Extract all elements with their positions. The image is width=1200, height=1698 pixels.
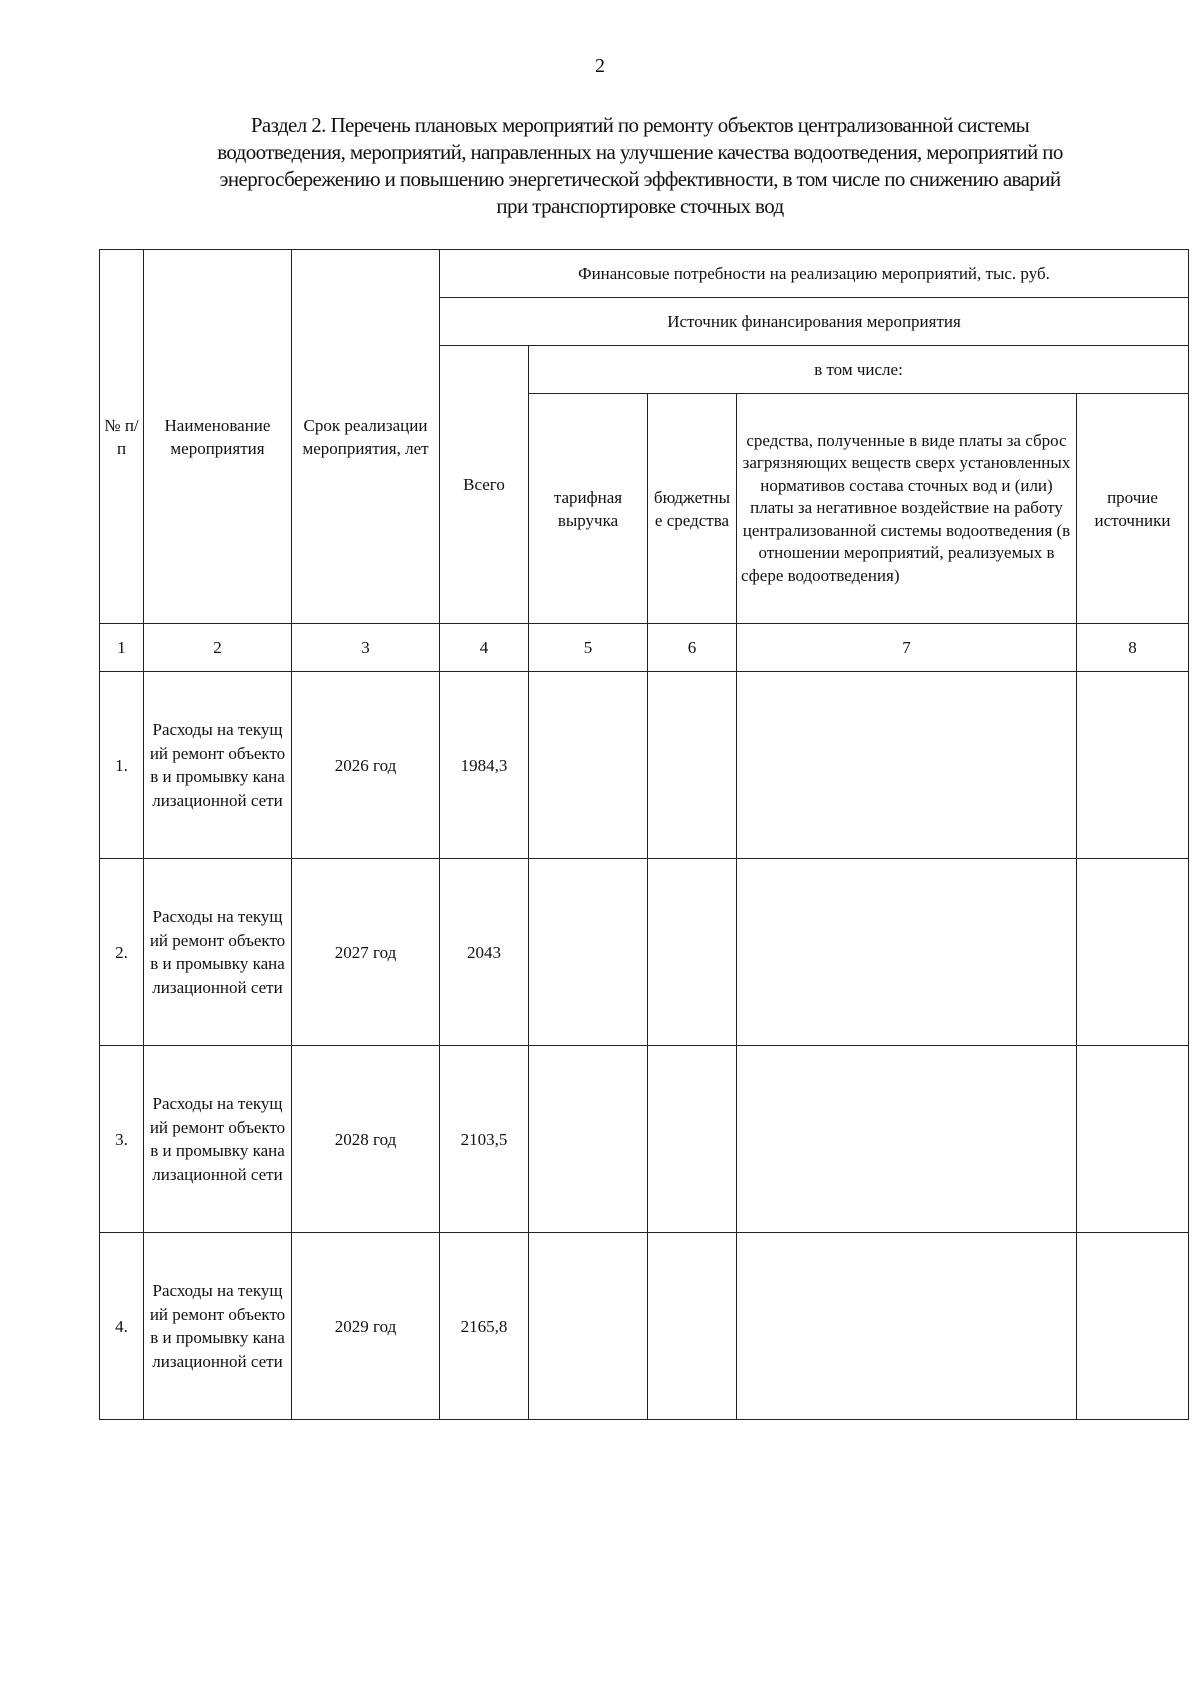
table-row (100, 1233, 1189, 1420)
column-number: 1 (100, 624, 144, 672)
row-tariff (529, 672, 648, 859)
column-number: 7 (737, 624, 1077, 672)
heading-line: Раздел 2. Перечень плановых мероприятий по ремонту объектов централизованной системы (250, 113, 1030, 137)
column-number: 6 (648, 624, 737, 672)
header-cell-tariff: тарифная выручка (529, 394, 648, 624)
header-cell-total: Всего (440, 346, 529, 624)
header-cell-including: в том числе: (529, 346, 1189, 394)
column-number: 8 (1077, 624, 1189, 672)
row-term: 2027 год (292, 859, 440, 1046)
header-cell-term: Срок реализации мероприятия, лет (292, 250, 440, 624)
row-term: 2029 год (292, 1233, 440, 1420)
heading-line: водоотведения, мероприятий, направленных на улучшение качества водоотведения, мероприятий по (217, 140, 1063, 164)
row-fees (737, 1233, 1077, 1420)
column-number: 5 (529, 624, 648, 672)
row-total: 2103,5 (440, 1046, 529, 1233)
row-other (1077, 1046, 1189, 1233)
row-fees (737, 859, 1077, 1046)
row-total: 2043 (440, 859, 529, 1046)
row-name: Расходы на текущий ремонт объектов и промывку канализационной сети (144, 859, 292, 1046)
row-num: 4. (100, 1233, 144, 1420)
row-num: 2. (100, 859, 144, 1046)
header-cell-budget: бюджетные средства (648, 394, 737, 624)
header-cell-other: прочие источники (1077, 394, 1189, 624)
page-number: 2 (595, 55, 605, 77)
row-num: 1. (100, 672, 144, 859)
table-row (100, 859, 1189, 1046)
header-cell-fees: средства, полученные в виде платы за сброс загрязняющих веществ сверх установленных нормативов состава сточных вод и (или) платы за негативное воздействие на работу централизованной системы водоотведения (в отношении мероприятий, реализуемых в сфере водоотведения) (737, 394, 1077, 624)
table-row (100, 1046, 1189, 1233)
row-total: 2165,8 (440, 1233, 529, 1420)
row-total: 1984,3 (440, 672, 529, 859)
heading-line: энергосбережению и повышению энергетической эффективности, в том числе по снижению аварий (219, 167, 1061, 191)
table-row (100, 672, 1189, 859)
row-tariff (529, 859, 648, 1046)
row-other (1077, 859, 1189, 1046)
header-cell-financial-needs: Финансовые потребности на реализацию мероприятий, тыс. руб. (440, 250, 1189, 298)
header-cell-num: № п/п (100, 250, 144, 624)
row-term: 2026 год (292, 672, 440, 859)
header-row-financial (100, 250, 1189, 298)
column-number-row (100, 624, 1189, 672)
header-cell-funding-source: Источник финансирования мероприятия (440, 298, 1189, 346)
row-name: Расходы на текущий ремонт объектов и промывку канализационной сети (144, 1233, 292, 1420)
row-term: 2028 год (292, 1046, 440, 1233)
row-fees (737, 672, 1077, 859)
row-tariff (529, 1046, 648, 1233)
heading-line: при транспортировке сточных вод (496, 194, 784, 218)
row-budget (648, 859, 737, 1046)
row-name: Расходы на текущий ремонт объектов и промывку канализационной сети (144, 1046, 292, 1233)
row-other (1077, 672, 1189, 859)
measures-table (99, 249, 1189, 1420)
header-cell-name: Наименование мероприятия (144, 250, 292, 624)
row-fees (737, 1046, 1077, 1233)
row-budget (648, 1233, 737, 1420)
row-name: Расходы на текущий ремонт объектов и промывку канализационной сети (144, 672, 292, 859)
section-heading (150, 112, 1130, 220)
column-number: 4 (440, 624, 529, 672)
row-budget (648, 1046, 737, 1233)
row-budget (648, 672, 737, 859)
row-tariff (529, 1233, 648, 1420)
column-number: 3 (292, 624, 440, 672)
row-other (1077, 1233, 1189, 1420)
column-number: 2 (144, 624, 292, 672)
row-num: 3. (100, 1046, 144, 1233)
